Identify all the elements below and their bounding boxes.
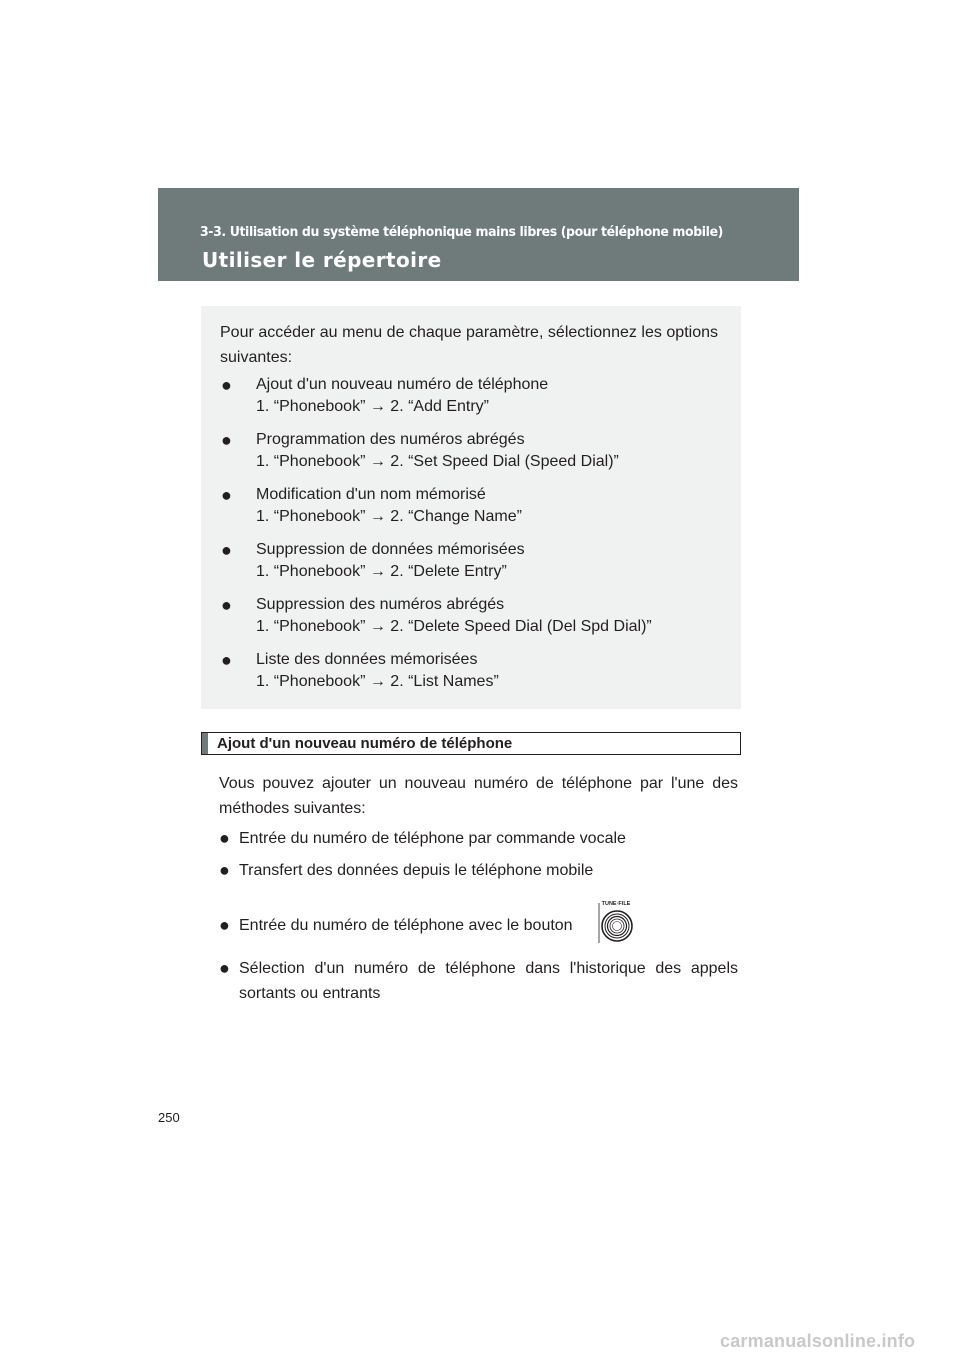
option-step: 1. “Phonebook” → 2. “Add Entry” [256,398,489,415]
knob-label: TUNE·FILE [601,901,631,907]
option-item [221,649,715,693]
option-item [221,429,715,473]
option-item [221,484,715,528]
method-text: Entrée du numéro de téléphone par commande vocale [239,830,626,847]
method-item [219,826,738,851]
section-label: 3-3. Utilisation du système téléphonique mains libres (pour téléphone mobile) [200,225,723,240]
method-item [219,858,738,883]
bullet-icon: ● [219,915,230,935]
heading-accent-bar [202,733,208,754]
watermark: carmanualsonline.info [720,1331,916,1351]
option-step: 1. “Phonebook” → 2. “Set Speed Dial (Speed Dial)” [256,453,619,470]
bullet-icon: ● [221,650,232,670]
page-number: 250 [158,1110,180,1125]
menu-access-info-box [201,306,741,709]
option-item [221,539,715,583]
subsection-heading-text: Ajout d'un nouveau numéro de téléphone [217,735,513,752]
method-text: Transfert des données depuis le téléphone mobile [239,862,594,879]
bullet-icon: ● [221,375,232,395]
info-intro: Pour accéder au menu de chaque paramètre, sélectionnez les options suivantes: [220,324,718,366]
option-step: 1. “Phonebook” → 2. “Delete Entry” [256,563,507,580]
method-text: Entrée du numéro de téléphone avec le bouton [239,917,573,934]
bullet-icon: ● [221,430,232,450]
option-item [221,594,715,638]
method-item [219,956,738,1006]
option-title: Suppression des numéros abrégés [256,596,505,613]
bullet-icon: ● [219,860,230,880]
option-item [221,374,715,418]
page-title: Utiliser le répertoire [202,248,442,272]
option-step: 1. “Phonebook” → 2. “Delete Speed Dial (Del Spd Dial)” [256,618,652,635]
bullet-icon: ● [219,828,230,848]
method-item [219,913,738,938]
subsection-heading [201,732,741,755]
option-title: Modification d'un nom mémorisé [256,486,486,503]
bullet-icon: ● [221,485,232,505]
bullet-icon: ● [219,958,230,978]
bullet-icon: ● [221,595,232,615]
option-title: Liste des données mémorisées [256,651,478,668]
option-title: Suppression de données mémorisées [256,541,525,558]
option-step: 1. “Phonebook” → 2. “List Names” [256,673,499,690]
option-title: Programmation des numéros abrégés [256,431,525,448]
chapter-header-band [158,188,799,281]
option-step: 1. “Phonebook” → 2. “Change Name” [256,508,522,525]
section-intro: Vous pouvez ajouter un nouveau numéro de téléphone par l'une des méthodes suivantes: [219,775,738,817]
bullet-icon: ● [221,540,232,560]
option-title: Ajout d'un nouveau numéro de téléphone [256,376,549,393]
method-text: Sélection d'un numéro de téléphone dans l'historique des appels sortants ou entrants [239,960,738,1002]
tune-file-knob-icon [596,899,636,945]
